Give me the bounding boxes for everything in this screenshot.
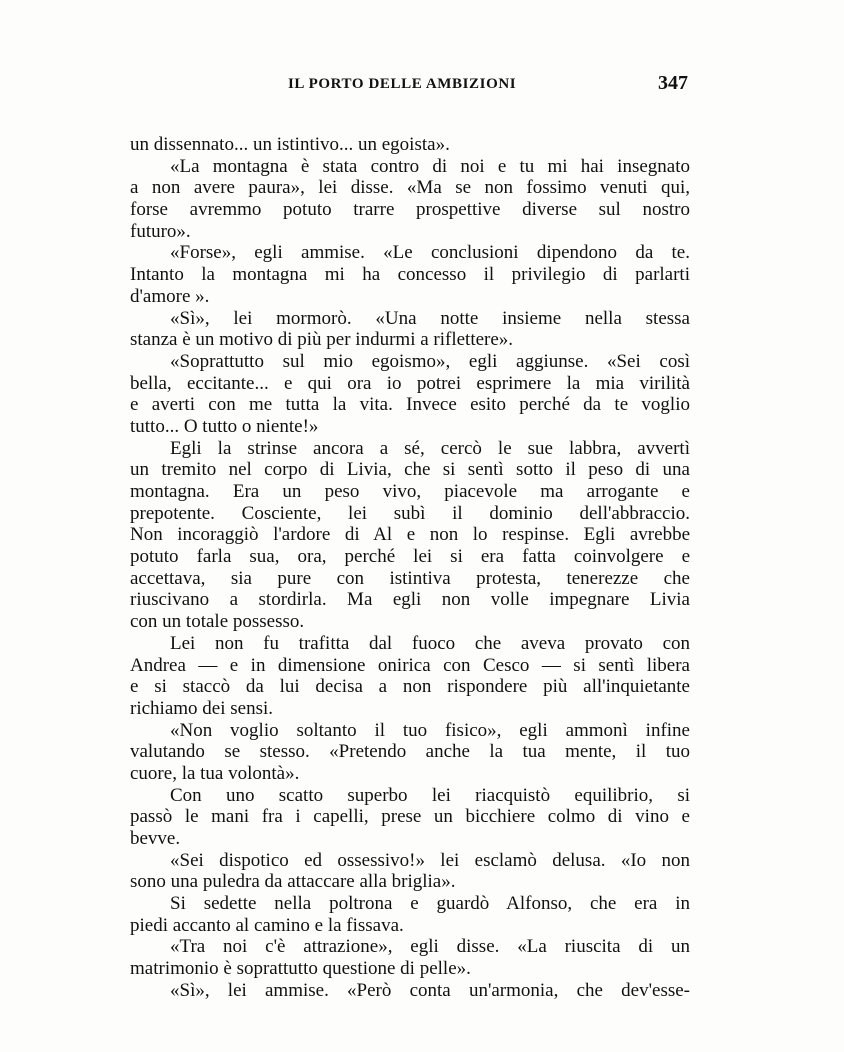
text-line: cuore, la tua volontà».: [130, 762, 300, 784]
text-line: stanza è un motivo di più per indurmi a riflettere».: [130, 329, 514, 351]
text-line: un dissennato... un istintivo... un egoista».: [130, 134, 450, 155]
text-line: forse avremmo potuto trarre prospettive diverse sul nostro: [130, 199, 690, 221]
text-line: e averti con me tutta la vita. Invece esito perché da te voglio: [130, 394, 690, 416]
text-line: richiamo dei sensi.: [130, 697, 273, 719]
text-line: «Sì», lei ammise. «Però conta un'armonia, che dev'esse-: [170, 979, 690, 1001]
page-number: 347: [658, 72, 688, 94]
text-line: potuto farla sua, ora, perché lei si era fatta coinvolgere e: [130, 546, 690, 568]
text-line: «La montagna è stata contro di noi e tu mi hai insegnato: [170, 155, 690, 177]
text-line: futuro».: [130, 220, 191, 242]
text-line: Con uno scatto superbo lei riacquistò equilibrio, si: [170, 784, 690, 806]
text-line: «Sei dispotico ed ossessivo!» lei esclamò delusa. «Io non: [170, 849, 690, 871]
text-line: «Tra noi c'è attrazione», egli disse. «La riuscita di un: [170, 936, 690, 958]
text-line: valutando se stesso. «Pretendo anche la tua mente, il tuo: [130, 741, 690, 763]
text-line: Non incoraggiò l'ardore di Al e non lo respinse. Egli avrebbe: [130, 524, 690, 546]
text-line: montagna. Era un peso vivo, piacevole ma arrogante e: [130, 481, 690, 502]
text-line: con un totale possesso.: [130, 611, 305, 633]
text-line: Intanto la montagna mi ha concesso il privilegio di parlarti: [130, 264, 690, 286]
text-line: «Soprattutto sul mio egoismo», egli aggiunse. «Sei così: [170, 350, 690, 372]
running-head: [130, 72, 690, 96]
text-line: e si staccò da lui decisa a non rispondere più all'inquietante: [130, 676, 690, 698]
running-title: IL PORTO DELLE AMBIZIONI: [288, 76, 517, 92]
text-line: passò le mani fra i capelli, prese un bicchiere colmo di vino e: [130, 806, 690, 828]
text-line: piedi accanto al camino e la fissava.: [130, 914, 404, 936]
text-line: Egli la strinse ancora a sé, cercò le sue labbra, avvertì: [170, 437, 690, 459]
text-line: Lei non fu trafitta dal fuoco che aveva provato con: [170, 632, 690, 654]
text-line: Andrea — e in dimensione onirica con Cesco — si sentì libera: [130, 654, 690, 676]
text-line: riuscivano a stordirla. Ma egli non volle impegnare Livia: [130, 589, 690, 611]
text-line: «Non voglio soltanto il tuo fisico», egli ammonì infine: [170, 719, 690, 741]
text-line: prepotente. Cosciente, lei subì il dominio dell'abbraccio.: [130, 502, 690, 524]
text-line: d'amore ».: [130, 285, 210, 307]
text-line: a non avere paura», lei disse. «Ma se non fossimo venuti qui,: [130, 177, 690, 199]
text-line: un tremito nel corpo di Livia, che si sentì sotto il peso di una: [130, 459, 690, 481]
text-line: bella, eccitante... e qui ora io potrei esprimere la mia virilità: [130, 372, 690, 394]
text-line: sono una puledra da attaccare alla briglia».: [130, 871, 456, 893]
text-line: Si sedette nella poltrona e guardò Alfonso, che era in: [170, 893, 690, 915]
text-line: accettava, sia pure con istintiva protesta, tenerezze che: [130, 567, 690, 589]
text-line: «Sì», lei mormorò. «Una notte insieme nella stessa: [170, 307, 690, 329]
body-text: [130, 134, 690, 1002]
text-line: matrimonio è soprattutto questione di pelle».: [130, 958, 471, 980]
text-line: bevve.: [130, 828, 181, 849]
text-line: «Forse», egli ammise. «Le conclusioni dipendono da te.: [170, 242, 690, 264]
text-line: tutto... O tutto o niente!»: [130, 415, 319, 437]
